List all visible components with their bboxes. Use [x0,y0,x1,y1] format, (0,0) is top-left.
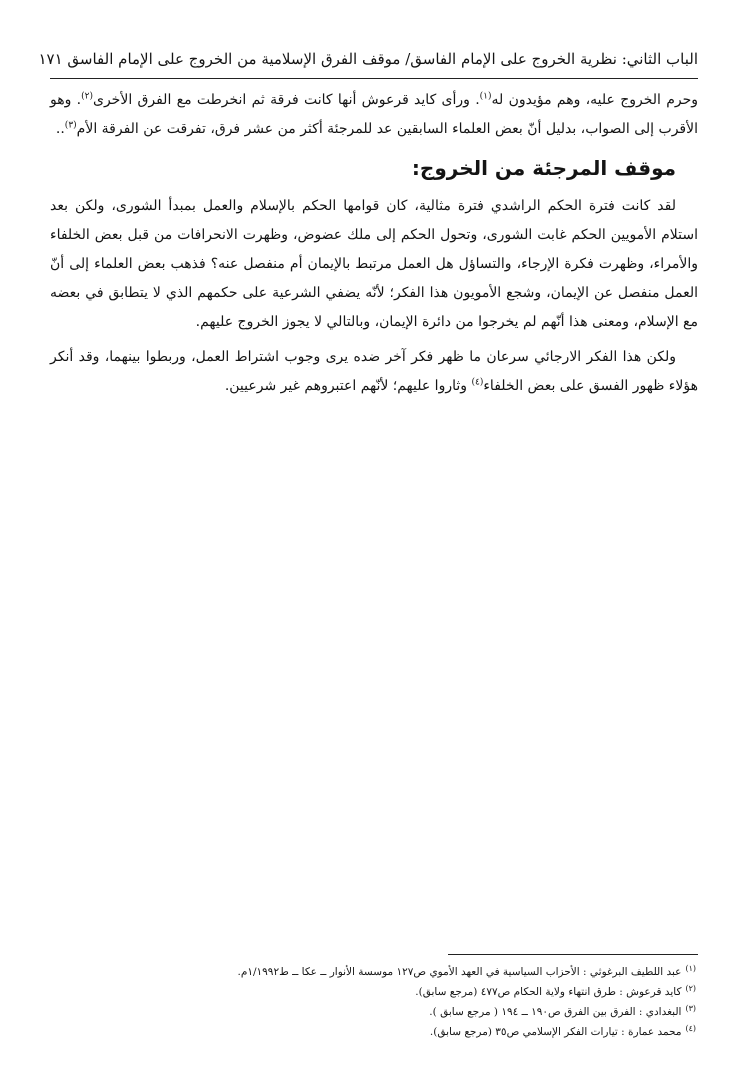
paragraph-3 [50,343,698,401]
footnote-2-text: كايد قرعوش : طرق انتهاء ولاية الحكام ص٤٧٧ (مرجع سابق). [415,986,682,998]
footnote-ref-4: (٤) [471,377,484,388]
paragraph-2: لقد كانت فترة الحكم الراشدي فترة مثالية، كان قوامها الحكم بالإسلام والعمل بمبدأ الشورى، ولكن بعد استلام الأمويين الحكم غابت الشورى، وتحول الحكم إلى ملك عضوض، وظهرت الانحرافات من قبل بعض الخلفاء والأمراء، وظهرت فكرة الإرجاء، والتساؤل هل العمل مرتبط بالإيمان أم منفصل عنه؟ فذهب بعض العلماء إلى أنّ العمل منفصل عن الإيمان، وشجع الأمويون هذا الفكر؛ لأنّه يضفي الشرعية على حكمهم الذي لا يتطابق في بعضه مع الإسلام، ومعنى هذا أنّهم لم يخرجوا من دائرة الإيمان، وبالتالي لا يجوز الخروج عليهم. [50,198,698,330]
section-heading: موقف المرجئة من الخروج: [411,156,676,180]
main-text [50,86,698,407]
paragraph-1-part-2: . ورأى كايد قرعوش أنها كانت فرقة ثم انخرطت مع الفرق الأخرى [93,92,480,108]
footnote-4-mark: (٤) [685,1023,696,1033]
footnote-4 [50,1022,696,1042]
footnote-2 [50,982,696,1002]
footnote-2-mark: (٢) [685,983,696,993]
footnote-1-mark: (١) [685,963,696,973]
running-header: الباب الثاني: نظرية الخروج على الإمام الفاسق/ موقف الفرق الإسلامية من الخروج على الإمام الفاسق ١٧١ [38,50,698,68]
footnote-ref-2: (٢) [81,91,93,102]
footnote-4-text: محمد عمارة : تيارات الفكر الإسلامي ص٣٥ (مرجع سابق). [429,1026,682,1038]
paragraph-1-part-1: وحرم الخروج عليه، وهم مؤيدون له [491,92,699,108]
footnote-ref-3: (٣) [64,120,77,131]
footnote-1-text: عبد اللطيف البرغوثي : الأحزاب السياسية في العهد الأموي ص١٢٧ موسسة الأنوار ــ عكا ــ ط١/١٩٩٢م. [237,966,682,978]
footnote-1 [50,962,696,982]
footnote-ref-1: (١) [479,91,492,102]
paragraph-1-part-3: . وهو الأقرب إلى الصواب، بدليل أنّ بعض العلماء السابقين عد للمرجئة أكثر من عشر فرق، تفرقت عن الفرقة الأم [50,92,698,137]
footnote-3 [50,1002,696,1022]
footnote-rule [448,954,698,955]
paragraph-3-part-1: ولكن هذا الفكر الارجائي سرعان ما ظهر فكر آخر ضده يرى وجوب اشتراط العمل، وربطوا بينهما، وقد أنكر هؤلاء ظهور الفسق على بعض الخلفاء [50,349,698,394]
footnote-3-mark: (٣) [685,1003,696,1013]
paragraph-3-part-2: وثاروا عليهم؛ لأنّهم اعتبروهم غير شرعيين. [224,378,472,394]
footnote-3-text: البغدادي : الفرق بين الفرق ص١٩٠ ــ ١٩٤ ( مرجع سابق ). [429,1006,682,1018]
header-rule [50,78,698,79]
paragraph-1-part-4: .. [55,121,65,137]
paragraph-1 [50,86,698,144]
footnotes [50,962,696,1042]
